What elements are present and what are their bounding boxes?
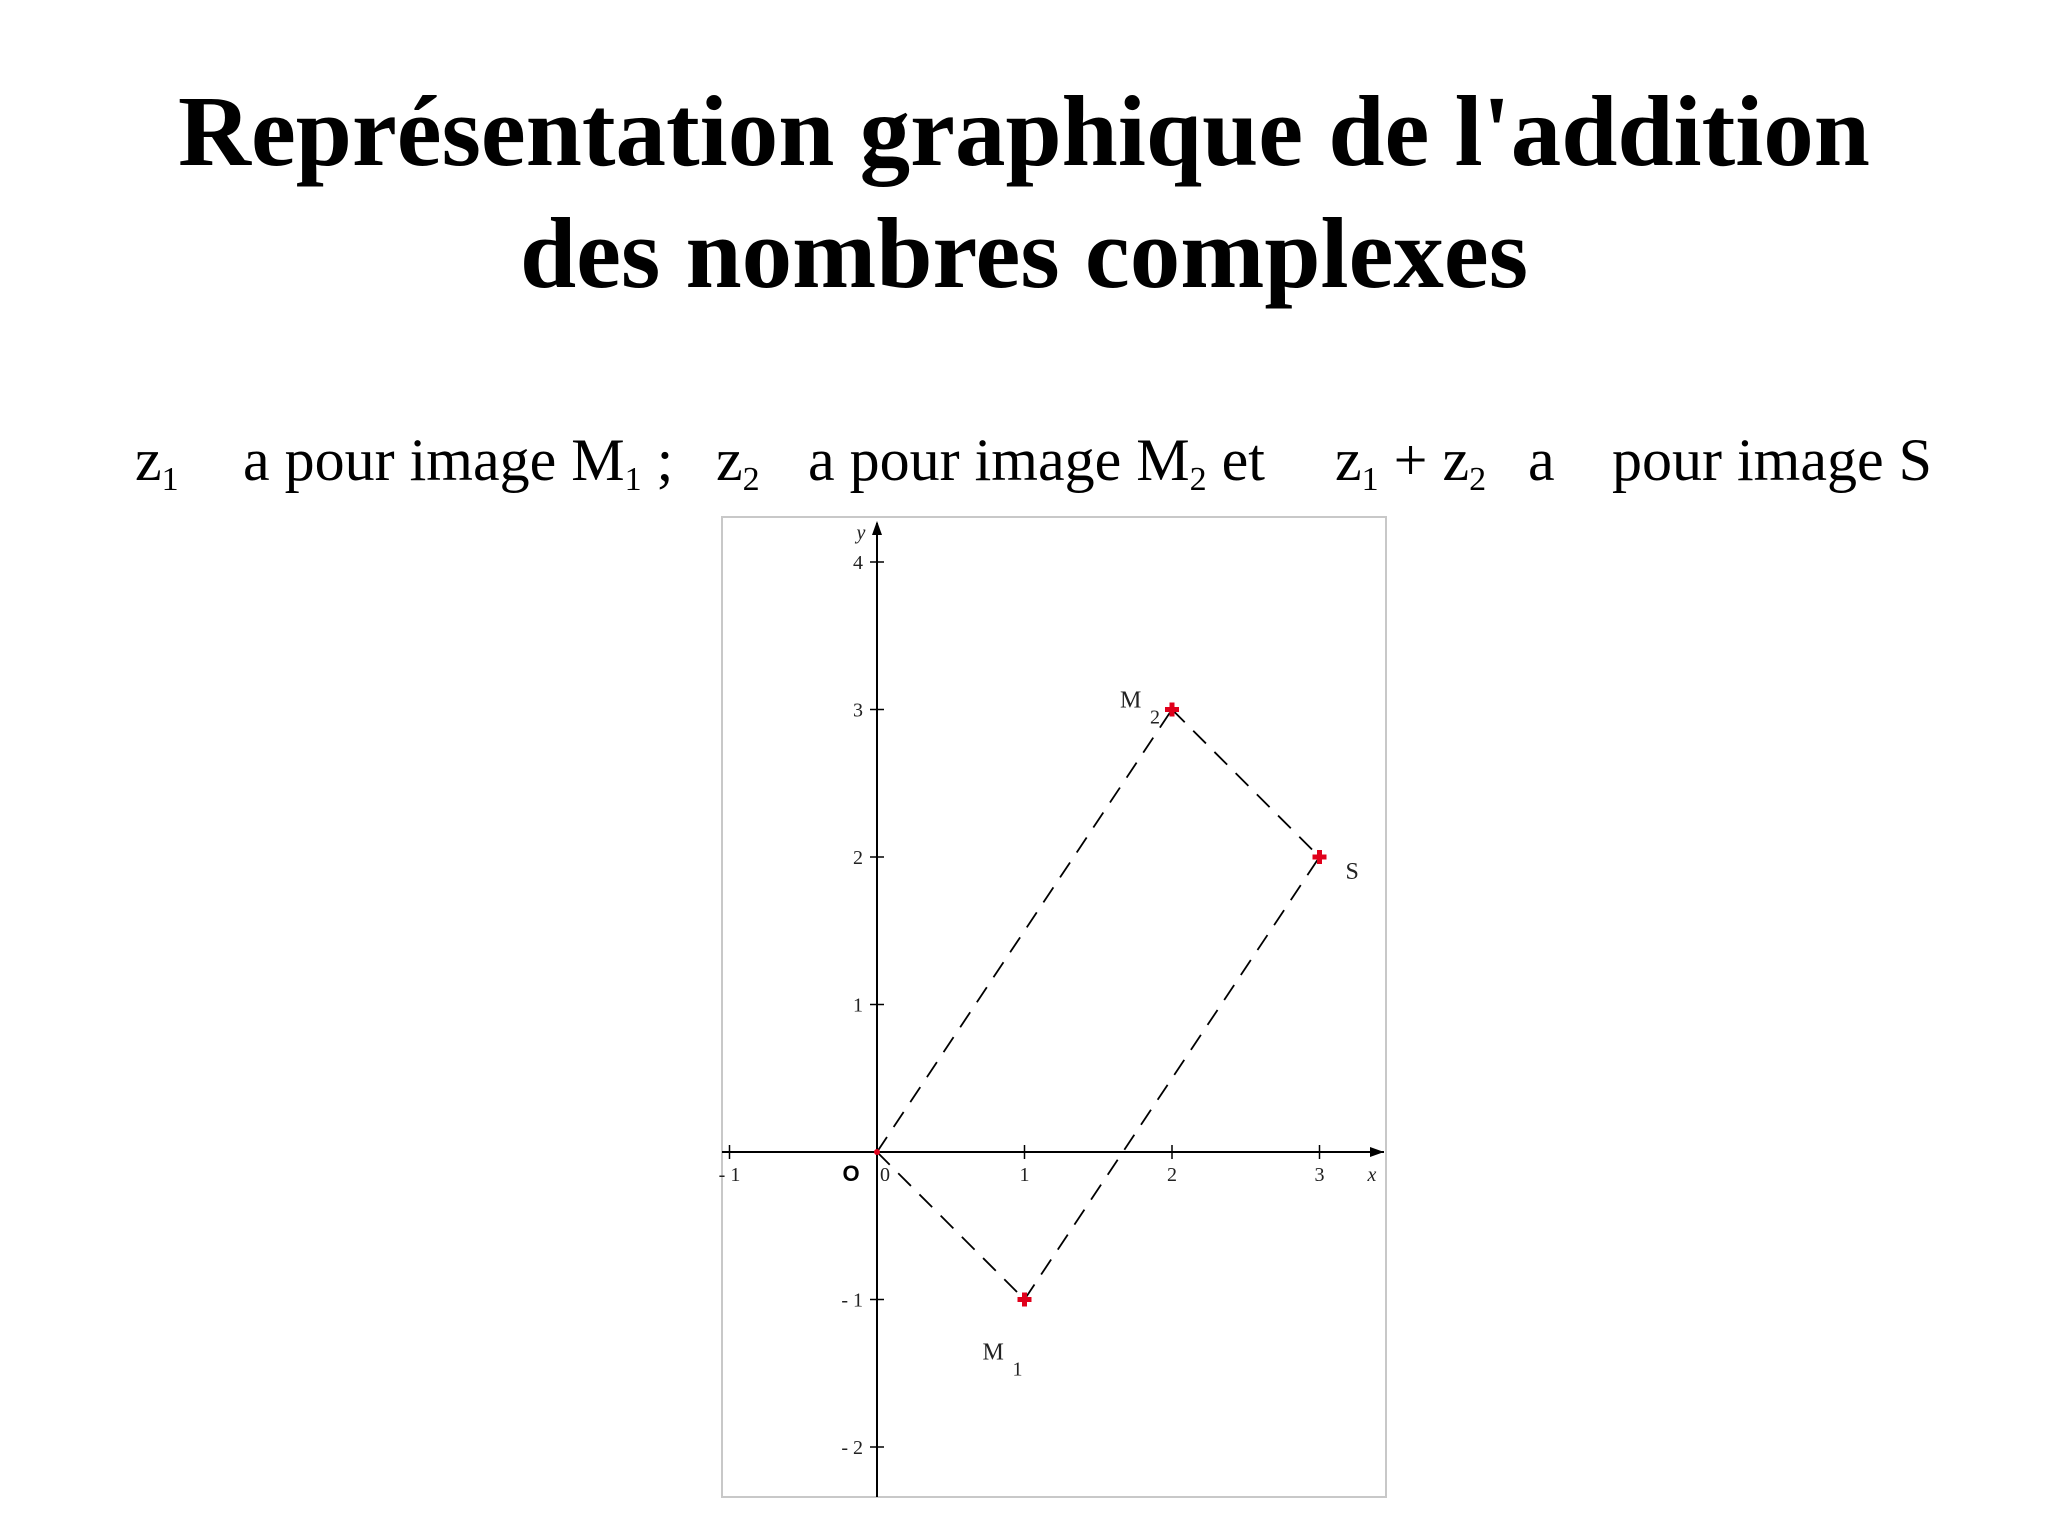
dashed-segment <box>877 710 1172 1153</box>
point-marker-v <box>1317 850 1322 864</box>
caption-z1-letter: z <box>135 427 162 493</box>
caption-part1-text: a pour image M <box>243 427 625 493</box>
x-tick-label: 0 <box>880 1164 890 1186</box>
x-tick-label: 2 <box>1167 1164 1177 1186</box>
caption-part2-sub: 2 <box>1189 461 1207 498</box>
caption-z1-sub: 1 <box>161 461 179 498</box>
point-label: M <box>982 1339 1004 1366</box>
x-tick-label: - 1 <box>718 1164 741 1186</box>
origin-label: O <box>842 1161 860 1186</box>
caption-z2-sub: 2 <box>742 461 760 498</box>
point-label: S <box>1345 859 1359 885</box>
dashed-segment <box>1172 710 1320 858</box>
y-tick-label: 1 <box>853 994 863 1017</box>
point-label-sub: 2 <box>1150 706 1160 729</box>
caption-part3-b: pour image S <box>1612 427 1932 493</box>
caption-sum-z2-sub: 2 <box>1469 461 1487 498</box>
y-tick-label: 4 <box>853 552 863 574</box>
dashed-segment <box>1025 857 1320 1300</box>
point-marker-v <box>1022 1293 1027 1307</box>
x-tick-label: 1 <box>1019 1164 1030 1186</box>
y-tick-label: 2 <box>853 847 863 869</box>
y-tick-label: 3 <box>853 699 863 722</box>
point-marker-v <box>1170 703 1175 717</box>
caption-part1-sub: 1 <box>624 461 642 498</box>
point-label-sub: 1 <box>1012 1358 1023 1381</box>
y-tick-label: - 1 <box>841 1289 863 1312</box>
title-line-2: des nombres complexes <box>519 197 1529 309</box>
plot-frame <box>722 517 1386 1497</box>
point-marker <box>1018 1293 1032 1307</box>
dashed-segment <box>877 1152 1025 1300</box>
caption-z2-letter: z <box>716 427 743 493</box>
x-axis-arrow <box>1370 1147 1384 1157</box>
title-line-1: Représentation graphique de l'addition <box>178 75 1870 187</box>
caption-part3-a: a <box>1528 427 1555 493</box>
y-axis-arrow <box>872 521 882 535</box>
caption-part2-text: a pour image M <box>808 427 1190 493</box>
x-axis-label: x <box>1367 1164 1377 1186</box>
origin-point <box>874 1149 880 1155</box>
caption-part2-end: et <box>1206 427 1265 493</box>
point-marker <box>1313 850 1327 864</box>
y-tick-label: - 2 <box>841 1437 863 1459</box>
y-axis-label: y <box>856 522 866 544</box>
caption-sum-z1: z <box>1335 427 1362 493</box>
caption-sum-z1-sub: 1 <box>1361 461 1379 498</box>
caption-part1-end: ; <box>641 427 674 493</box>
x-tick-label: 3 <box>1314 1164 1325 1186</box>
point-label: M <box>1120 687 1142 714</box>
caption-sum-plus: + z <box>1378 427 1470 493</box>
